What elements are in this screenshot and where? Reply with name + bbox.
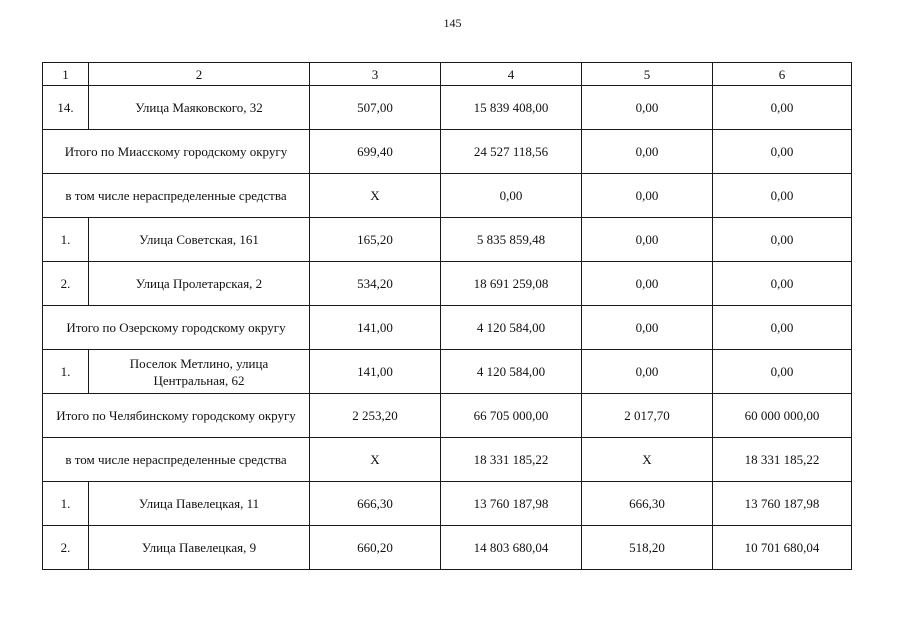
column-4-cell: 5 835 859,48 bbox=[441, 218, 582, 262]
column-6-cell: 60 000 000,00 bbox=[713, 394, 852, 438]
address-cell: Улица Пролетарская, 2 bbox=[89, 262, 310, 306]
address-cell: Поселок Метлино, улица Центральная, 62 bbox=[89, 350, 310, 394]
table-row bbox=[43, 482, 852, 526]
column-5-cell: 0,00 bbox=[582, 86, 713, 130]
table-row bbox=[43, 130, 852, 174]
column-5-cell: 518,20 bbox=[582, 526, 713, 570]
row-number-cell: 2. bbox=[43, 262, 89, 306]
total-label-cell: Итого по Миасскому городскому округу bbox=[43, 130, 310, 174]
column-5-cell: Х bbox=[582, 438, 713, 482]
column-6-cell: 0,00 bbox=[713, 130, 852, 174]
table-row bbox=[43, 350, 852, 394]
address-cell: Улица Советская, 161 bbox=[89, 218, 310, 262]
column-6-cell: 0,00 bbox=[713, 350, 852, 394]
column-5-cell: 0,00 bbox=[582, 350, 713, 394]
column-3-cell: 660,20 bbox=[310, 526, 441, 570]
column-header: 3 bbox=[310, 63, 441, 86]
column-5-cell: 0,00 bbox=[582, 262, 713, 306]
column-5-cell: 2 017,70 bbox=[582, 394, 713, 438]
total-label-cell: в том числе нераспределенные средства bbox=[43, 174, 310, 218]
column-6-cell: 0,00 bbox=[713, 306, 852, 350]
column-3-cell: Х bbox=[310, 438, 441, 482]
column-6-cell: 13 760 187,98 bbox=[713, 482, 852, 526]
column-3-cell: 534,20 bbox=[310, 262, 441, 306]
table-row bbox=[43, 174, 852, 218]
column-5-cell: 0,00 bbox=[582, 218, 713, 262]
column-4-cell: 18 331 185,22 bbox=[441, 438, 582, 482]
table-row bbox=[43, 526, 852, 570]
table-header-row bbox=[43, 63, 852, 86]
column-5-cell: 666,30 bbox=[582, 482, 713, 526]
column-4-cell: 4 120 584,00 bbox=[441, 350, 582, 394]
column-4-cell: 4 120 584,00 bbox=[441, 306, 582, 350]
column-3-cell: 165,20 bbox=[310, 218, 441, 262]
column-header: 6 bbox=[713, 63, 852, 86]
column-4-cell: 13 760 187,98 bbox=[441, 482, 582, 526]
column-6-cell: 0,00 bbox=[713, 86, 852, 130]
column-6-cell: 0,00 bbox=[713, 174, 852, 218]
column-4-cell: 66 705 000,00 bbox=[441, 394, 582, 438]
column-3-cell: 141,00 bbox=[310, 350, 441, 394]
column-header: 2 bbox=[89, 63, 310, 86]
column-3-cell: 507,00 bbox=[310, 86, 441, 130]
column-header: 1 bbox=[43, 63, 89, 86]
table-row bbox=[43, 306, 852, 350]
row-number-cell: 14. bbox=[43, 86, 89, 130]
row-number-cell: 1. bbox=[43, 350, 89, 394]
page-number: 145 bbox=[443, 16, 462, 30]
column-3-cell: Х bbox=[310, 174, 441, 218]
column-header: 4 bbox=[441, 63, 582, 86]
table-row bbox=[43, 394, 852, 438]
table-row bbox=[43, 438, 852, 482]
table-row bbox=[43, 86, 852, 130]
column-4-cell: 15 839 408,00 bbox=[441, 86, 582, 130]
table-row bbox=[43, 218, 852, 262]
row-number-cell: 1. bbox=[43, 218, 89, 262]
column-header: 5 bbox=[582, 63, 713, 86]
column-4-cell: 0,00 bbox=[441, 174, 582, 218]
column-5-cell: 0,00 bbox=[582, 174, 713, 218]
column-3-cell: 666,30 bbox=[310, 482, 441, 526]
address-cell: Улица Маяковского, 32 bbox=[89, 86, 310, 130]
total-label-cell: в том числе нераспределенные средства bbox=[43, 438, 310, 482]
column-6-cell: 0,00 bbox=[713, 218, 852, 262]
column-4-cell: 14 803 680,04 bbox=[441, 526, 582, 570]
row-number-cell: 1. bbox=[43, 482, 89, 526]
column-6-cell: 18 331 185,22 bbox=[713, 438, 852, 482]
table-row bbox=[43, 262, 852, 306]
column-3-cell: 699,40 bbox=[310, 130, 441, 174]
column-4-cell: 24 527 118,56 bbox=[441, 130, 582, 174]
address-cell: Улица Павелецкая, 11 bbox=[89, 482, 310, 526]
column-4-cell: 18 691 259,08 bbox=[441, 262, 582, 306]
total-label-cell: Итого по Челябинскому городскому округу bbox=[43, 394, 310, 438]
column-3-cell: 141,00 bbox=[310, 306, 441, 350]
column-6-cell: 0,00 bbox=[713, 262, 852, 306]
column-3-cell: 2 253,20 bbox=[310, 394, 441, 438]
address-cell: Улица Павелецкая, 9 bbox=[89, 526, 310, 570]
column-5-cell: 0,00 bbox=[582, 130, 713, 174]
column-5-cell: 0,00 bbox=[582, 306, 713, 350]
data-table bbox=[42, 62, 852, 570]
column-6-cell: 10 701 680,04 bbox=[713, 526, 852, 570]
row-number-cell: 2. bbox=[43, 526, 89, 570]
total-label-cell: Итого по Озерскому городскому округу bbox=[43, 306, 310, 350]
